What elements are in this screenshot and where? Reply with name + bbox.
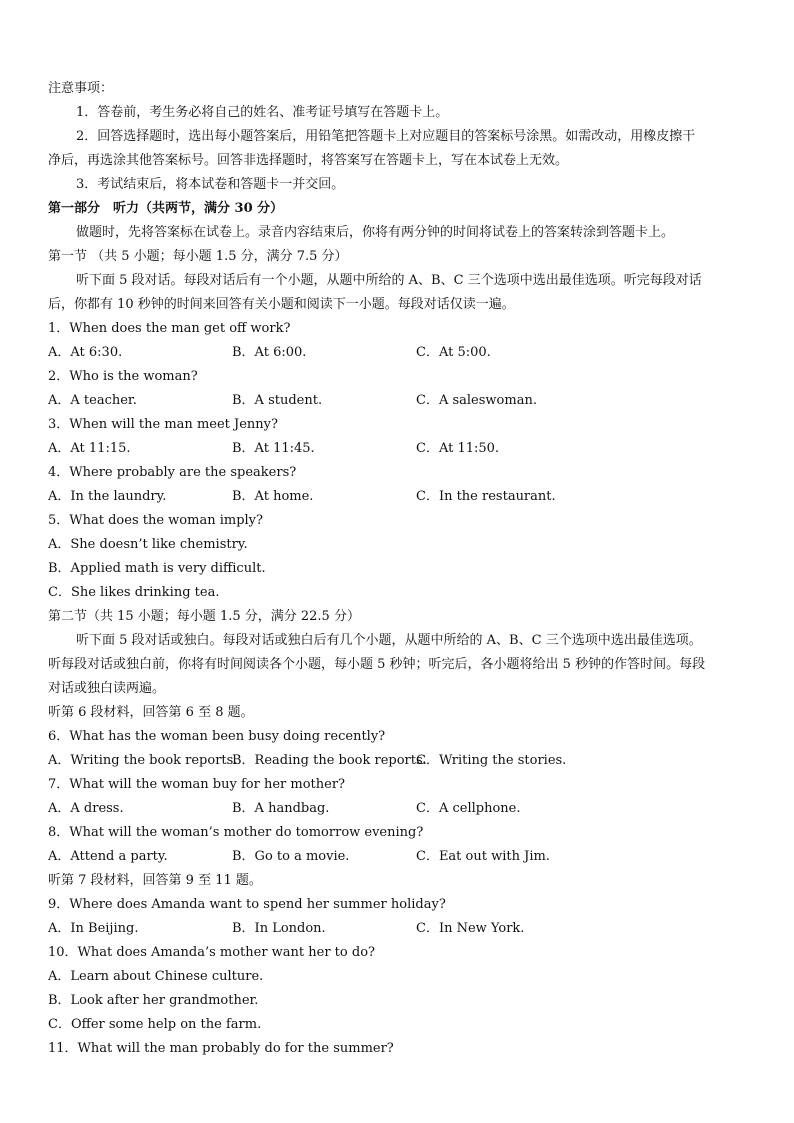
note-item-3: 3．考试结束后，将本试卷和答题卡一并交回。: [76, 177, 345, 192]
question-1: 1．When does the man get off work?: [48, 321, 291, 336]
question-7: 7．What will the woman buy for her mother?: [48, 777, 346, 792]
q6-option-c: C．Writing the stories.: [416, 753, 567, 768]
q9-option-b: B．In London.: [232, 921, 326, 936]
q3-option-b: B．At 11:45.: [232, 441, 315, 456]
material-6-heading: 听第 6 段材料，回答第 6 至 8 题。: [48, 705, 254, 720]
q9-option-a: A．In Beijing.: [48, 921, 139, 936]
q8-option-c: C．Eat out with Jim.: [416, 849, 550, 864]
q4-option-a: A．In the laundry.: [48, 489, 167, 504]
note-item-2: 2．回答选择题时，选出每小题答案后，用铅笔把答题卡上对应题目的答案标号涂黑。如需改动，用橡皮擦干: [76, 129, 696, 144]
section2-intro-line3: 对话或独白读两遍。: [48, 681, 166, 696]
q4-option-c: C．In the restaurant.: [416, 489, 556, 504]
section2-intro-line2: 听每段对话或独白前，你将有时间阅读各个小题，每小题 5 秒钟；听完后，各小题将给出 5 秒钟的作答时间。每段: [48, 657, 706, 672]
question-3: 3．When will the man meet Jenny?: [48, 417, 278, 432]
note-item-2-cont: 净后，再选涂其他答案标号。回答非选择题时，将答案写在答题卡上，写在本试卷上无效。: [48, 153, 569, 168]
q7-option-a: A．A dress.: [48, 801, 124, 816]
question-10: 10．What does Amanda’s mother want her to do?: [48, 945, 375, 960]
q7-option-c: C．A cellphone.: [416, 801, 521, 816]
q10-option-c: C．Offer some help on the farm.: [48, 1017, 262, 1032]
section2-title: 第二节（共 15 小题；每小题 1.5 分，满分 22.5 分）: [48, 609, 360, 624]
question-4: 4．Where probably are the speakers?: [48, 465, 297, 480]
question-11: 11．What will the man probably do for the summer?: [48, 1041, 394, 1056]
notes-heading: 注意事项：: [48, 81, 114, 96]
section1-intro-line2: 后，你都有 10 秒钟的时间来回答有关小题和阅读下一小题。每段对话仅读一遍。: [48, 297, 515, 312]
q2-option-c: C．A saleswoman.: [416, 393, 537, 408]
q2-option-b: B．A student.: [232, 393, 323, 408]
q5-option-a: A．She doesn’t like chemistry.: [48, 537, 248, 552]
q1-option-b: B．At 6:00.: [232, 345, 307, 360]
q1-option-c: C．At 5:00.: [416, 345, 491, 360]
q8-option-a: A．Attend a party.: [48, 849, 168, 864]
question-9: 9．Where does Amanda want to spend her summer holiday?: [48, 897, 446, 912]
section2-intro-line1: 听下面 5 段对话或独白。每段对话或独白后有几个小题，从题中所给的 A、B、C 三个选项中选出最佳选项。: [76, 633, 702, 648]
question-2: 2．Who is the woman?: [48, 369, 198, 384]
section1-title: 第一节 （共 5 小题；每小题 1.5 分，满分 7.5 分）: [48, 249, 348, 264]
q3-option-a: A．At 11:15.: [48, 441, 131, 456]
q9-option-c: C．In New York.: [416, 921, 525, 936]
q5-option-b: B．Applied math is very difficult.: [48, 561, 266, 576]
q3-option-c: C．At 11:50.: [416, 441, 500, 456]
question-6: 6．What has the woman been busy doing recently?: [48, 729, 386, 744]
section1-intro-line1: 听下面 5 段对话。每段对话后有一个小题，从题中所给的 A、B、C 三个选项中选出最佳选项。听完每段对话: [76, 273, 702, 288]
q10-option-b: B．Look after her grandmother.: [48, 993, 259, 1008]
q1-option-a: A．At 6:30.: [48, 345, 123, 360]
q5-option-c: C．She likes drinking tea.: [48, 585, 220, 600]
q8-option-b: B．Go to a movie.: [232, 849, 350, 864]
question-8: 8．What will the woman’s mother do tomorrow evening?: [48, 825, 424, 840]
q2-option-a: A．A teacher.: [48, 393, 137, 408]
note-item-1: 1．答卷前，考生务必将自己的姓名、准考证号填写在答题卡上。: [76, 105, 449, 120]
q7-option-b: B．A handbag.: [232, 801, 330, 816]
q6-option-a: A．Writing the book reports.: [48, 753, 238, 768]
part1-title: 第一部分 听力（共两节，满分 30 分）: [48, 201, 284, 216]
q6-option-b: B．Reading the book reports.: [232, 753, 427, 768]
q10-option-a: A．Learn about Chinese culture.: [48, 969, 264, 984]
part1-intro: 做题时，先将答案标在试卷上。录音内容结束后，你将有两分钟的时间将试卷上的答案转涂到答题卡上。: [76, 225, 675, 240]
q4-option-b: B．At home.: [232, 489, 314, 504]
question-5: 5．What does the woman imply?: [48, 513, 263, 528]
material-7-heading: 听第 7 段材料，回答第 9 至 11 题。: [48, 873, 262, 888]
